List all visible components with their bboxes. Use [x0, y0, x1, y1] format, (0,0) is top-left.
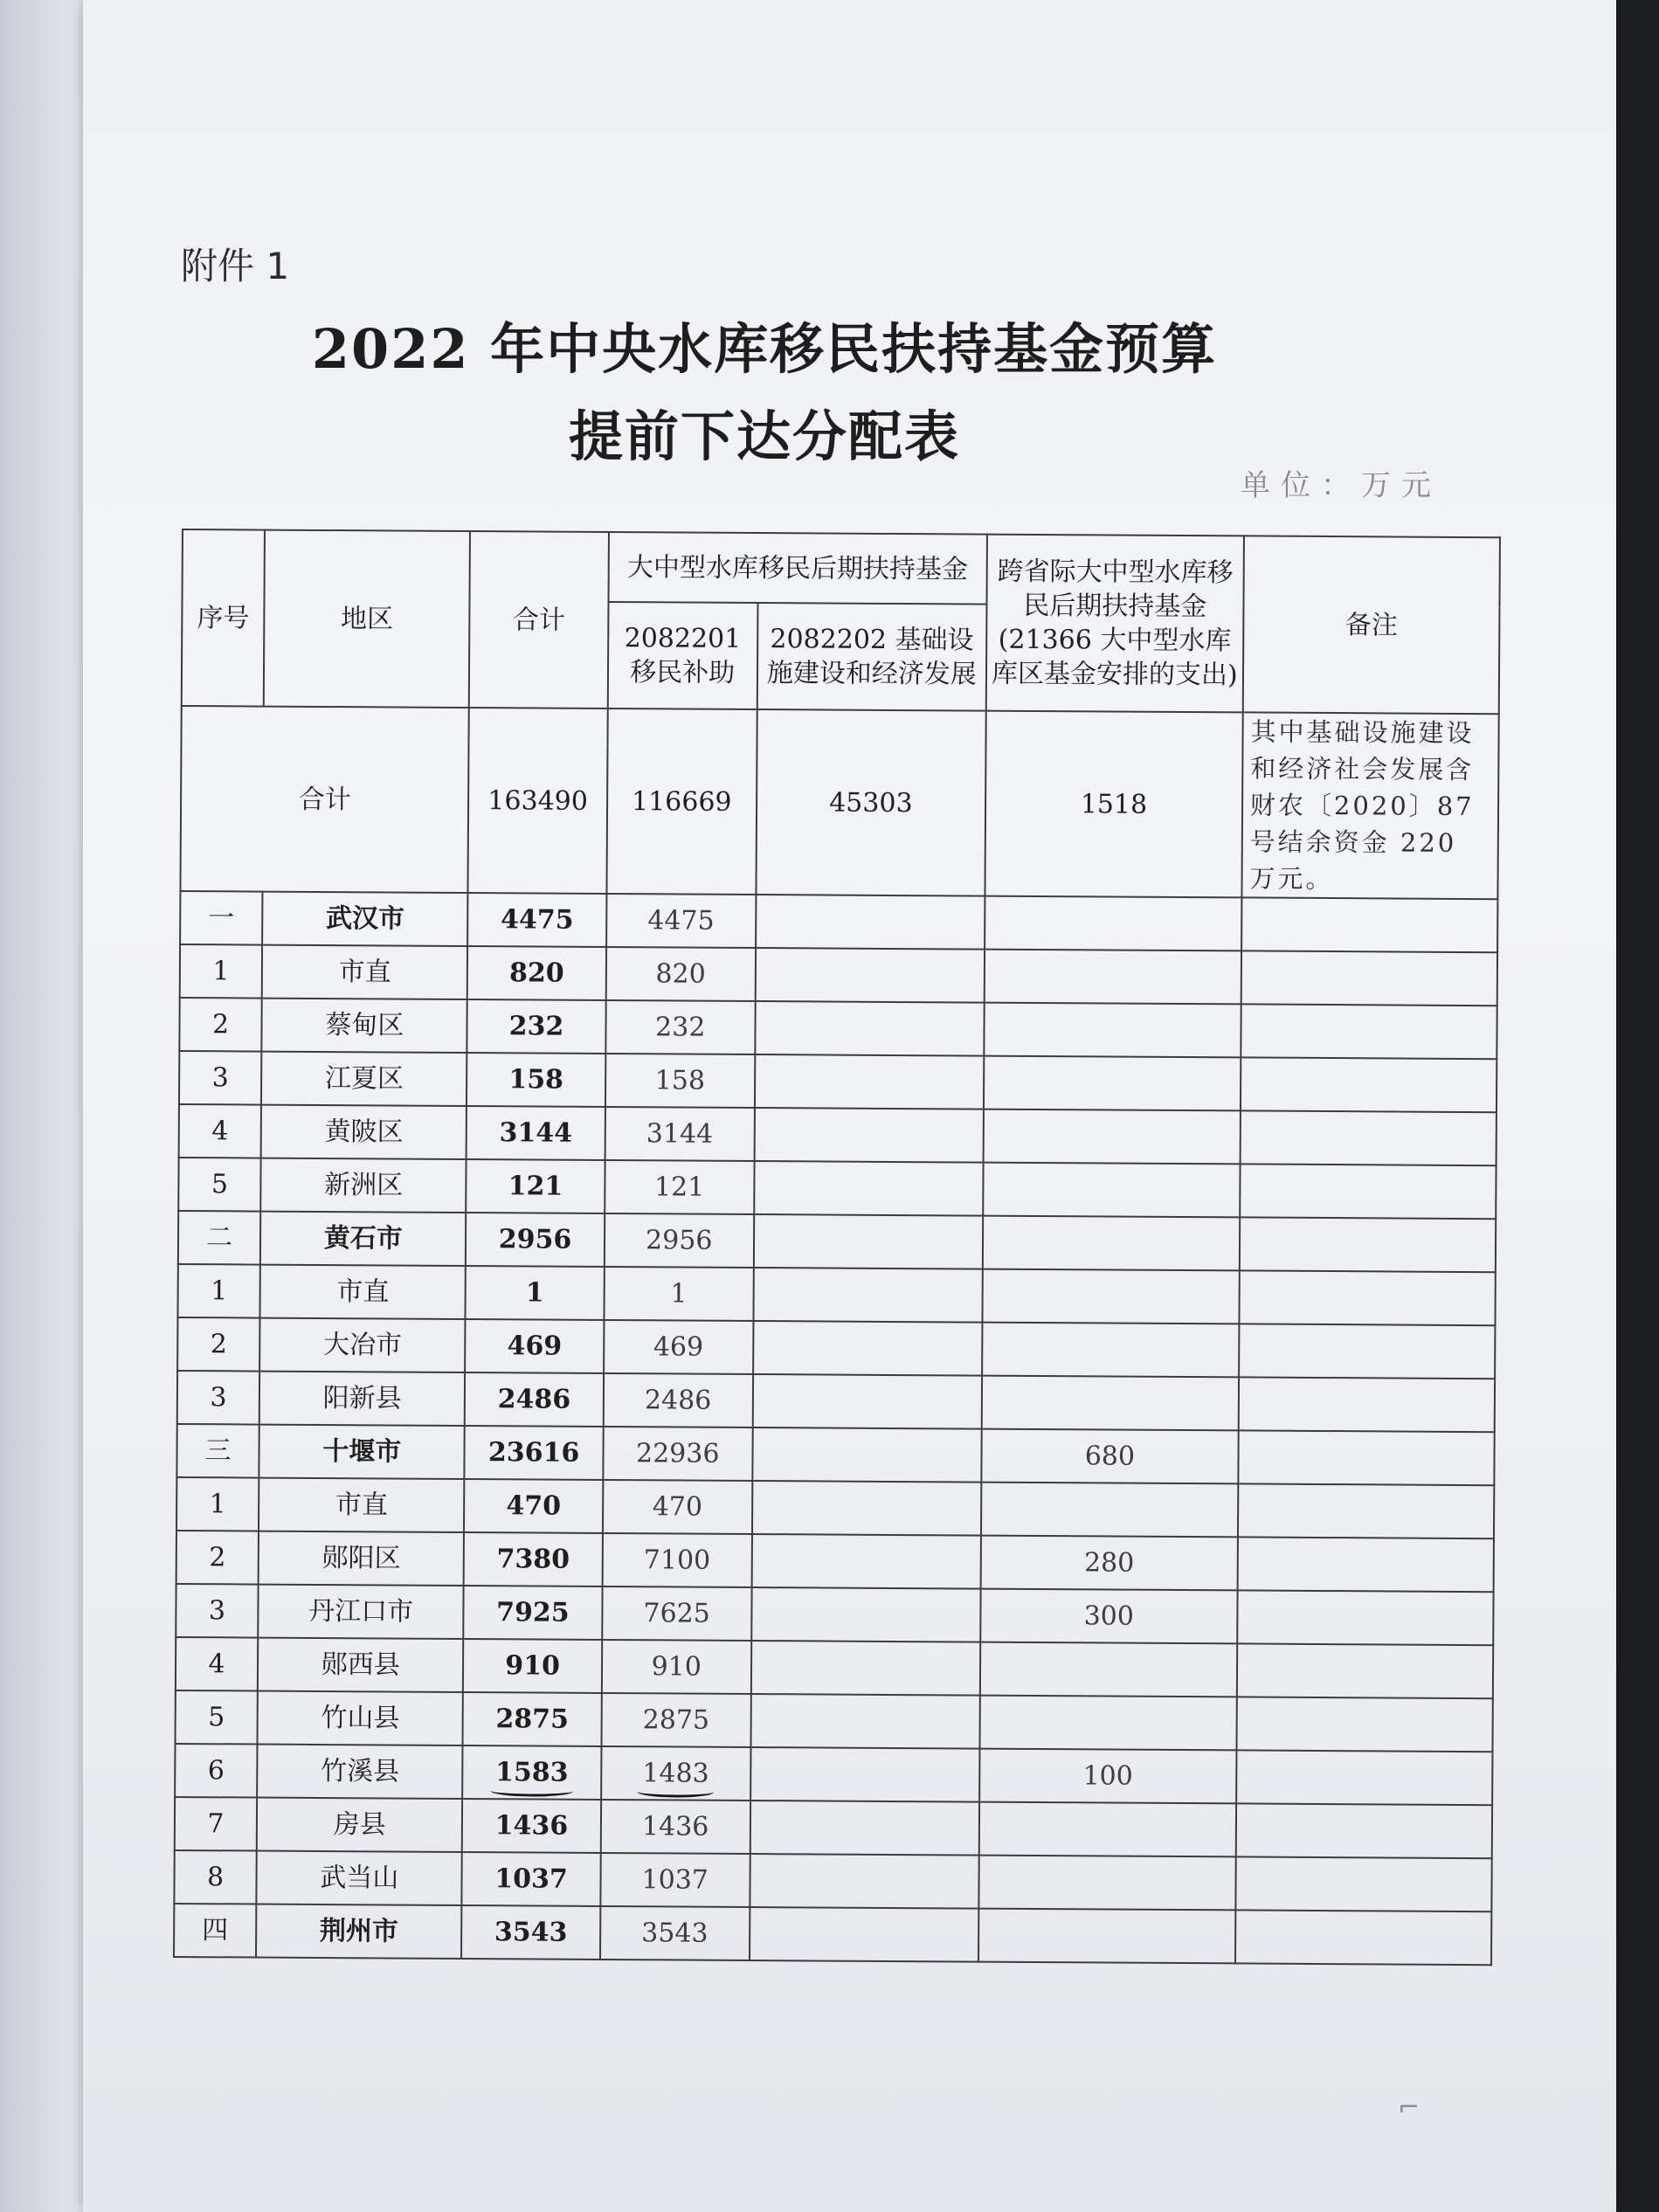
unit-label: 单位：万元	[1241, 468, 1441, 503]
row-2082201: 2956	[605, 1213, 754, 1268]
header-note: 备注	[1243, 536, 1500, 714]
table-row	[179, 998, 1497, 1059]
row-2082201: 121	[605, 1160, 754, 1214]
table-row	[177, 1264, 1495, 1325]
row-note	[1241, 898, 1497, 953]
row-seq: 5	[178, 1158, 260, 1212]
row-note	[1236, 1697, 1492, 1752]
row-2082201: 22936	[603, 1427, 752, 1481]
row-total: 7925	[464, 1586, 603, 1640]
row-cross	[985, 896, 1241, 951]
row-region: 十堰市	[259, 1425, 465, 1479]
row-note	[1238, 1431, 1494, 1486]
row-note	[1239, 1324, 1495, 1379]
row-seq: 2	[177, 1317, 259, 1372]
row-2082201: 7625	[602, 1586, 751, 1641]
handwritten-underline: 1483	[642, 1758, 709, 1789]
row-seq: 3	[177, 1371, 259, 1425]
table-row	[176, 1531, 1494, 1592]
total-row	[180, 706, 1498, 899]
row-2082201: 470	[603, 1480, 752, 1534]
row-total: 7380	[464, 1532, 603, 1586]
row-cross	[978, 1856, 1235, 1911]
header-seq: 序号	[182, 529, 265, 707]
row-region: 竹溪县	[257, 1745, 463, 1799]
row-cross	[983, 1109, 1240, 1165]
row-2082202	[752, 1481, 981, 1536]
row-2082202	[750, 1747, 979, 1802]
row-total: 158	[467, 1053, 605, 1107]
row-total: 2875	[463, 1692, 602, 1746]
row-2082201: 158	[605, 1054, 755, 1108]
row-total: 2956	[466, 1213, 605, 1267]
row-2082201: 1037	[600, 1853, 750, 1907]
row-2082201: 910	[602, 1640, 751, 1694]
row-seq: 二	[178, 1211, 260, 1265]
total-row-cross: 1518	[985, 711, 1242, 898]
row-cross	[984, 950, 1241, 1005]
row-total: 469	[465, 1319, 604, 1373]
table-row	[174, 1850, 1491, 1911]
row-cross: 300	[980, 1589, 1237, 1644]
row-cross	[982, 1269, 1239, 1324]
row-region: 武当山	[256, 1851, 462, 1905]
row-seq: 4	[176, 1637, 258, 1691]
row-region: 市直	[259, 1478, 465, 1532]
row-2082202	[755, 1054, 984, 1109]
row-region: 大冶市	[259, 1318, 466, 1372]
row-note	[1235, 1857, 1491, 1912]
header-2082201: 2082201 移民补助	[607, 602, 757, 709]
row-cross: 100	[979, 1749, 1236, 1804]
row-region: 房县	[257, 1798, 463, 1852]
row-region: 竹山县	[258, 1691, 464, 1745]
row-seq: 3	[179, 1051, 261, 1105]
row-note	[1239, 1378, 1495, 1433]
row-2082201: 3543	[600, 1906, 750, 1960]
row-total: 3144	[467, 1106, 605, 1160]
row-note	[1240, 1111, 1496, 1166]
document-page	[83, 0, 1616, 2212]
row-total: 23616	[465, 1426, 604, 1480]
row-seq: 1	[180, 944, 262, 999]
underlying-page-edge	[0, 0, 79, 2212]
row-seq: 1	[177, 1264, 259, 1318]
table-row	[178, 1211, 1496, 1272]
row-2082201: 4475	[606, 894, 756, 948]
document-title-line2: 提前下达分配表	[568, 404, 960, 468]
row-2082202	[750, 1801, 979, 1856]
allocation-table	[173, 529, 1501, 1966]
table-row	[179, 1104, 1497, 1165]
attachment-label: 附件 1	[181, 245, 290, 287]
row-region: 市直	[262, 945, 468, 999]
row-total	[463, 1745, 602, 1800]
row-note	[1237, 1591, 1493, 1646]
row-region: 郧阳区	[259, 1531, 465, 1586]
row-note	[1240, 1218, 1496, 1273]
row-note	[1239, 1271, 1495, 1326]
document-title-line1: 2022 年中央水库移民扶持基金预算	[311, 317, 1218, 381]
row-2082202	[751, 1641, 980, 1696]
table-row	[179, 1051, 1497, 1112]
table-row	[175, 1744, 1492, 1805]
row-2082202	[750, 1907, 978, 1962]
row-total: 121	[467, 1159, 605, 1213]
table-row	[176, 1690, 1493, 1752]
row-note	[1238, 1538, 1494, 1593]
row-note	[1238, 1484, 1494, 1539]
row-cross: 280	[980, 1536, 1237, 1591]
row-total: 4475	[467, 893, 606, 947]
table-row	[175, 1797, 1492, 1858]
row-total: 470	[464, 1479, 603, 1533]
total-row-total: 163490	[468, 708, 608, 894]
total-row-2082202: 45303	[756, 709, 985, 896]
row-2082202	[750, 1854, 978, 1909]
table-row	[177, 1317, 1495, 1379]
row-2082202	[756, 895, 985, 950]
row-note	[1240, 1165, 1496, 1220]
row-region: 市直	[260, 1265, 467, 1319]
row-seq: 四	[174, 1904, 256, 1958]
row-region: 新洲区	[260, 1158, 467, 1213]
row-2082201: 1436	[600, 1800, 750, 1854]
header-cross-province-fund: 跨省际大中型水库移民后期扶持基金(21366 大中型水库库区基金安排的支出)	[986, 535, 1244, 713]
row-2082202	[753, 1374, 982, 1429]
row-2082201	[601, 1746, 750, 1801]
row-cross	[981, 1483, 1238, 1538]
header-total: 合计	[469, 531, 609, 709]
handwritten-underline: 1583	[494, 1757, 569, 1788]
row-region: 阳新县	[259, 1372, 466, 1426]
row-seq: 1	[176, 1477, 259, 1531]
table-row	[178, 1158, 1496, 1219]
row-total: 2486	[465, 1372, 604, 1427]
row-region: 黄陂区	[261, 1105, 467, 1159]
row-total: 3543	[461, 1905, 600, 1960]
table-row	[176, 1477, 1494, 1538]
row-cross	[983, 1163, 1240, 1218]
row-region: 蔡甸区	[261, 999, 467, 1053]
table-row	[176, 1637, 1493, 1698]
row-seq: 3	[176, 1584, 258, 1638]
row-2082202	[754, 1214, 983, 1269]
total-row-2082201: 116669	[606, 709, 757, 895]
row-seq: 6	[175, 1744, 257, 1798]
row-total: 910	[463, 1639, 602, 1693]
row-note	[1237, 1644, 1493, 1699]
row-2082202	[755, 1001, 984, 1056]
row-seq: 7	[175, 1797, 257, 1851]
header-region: 地区	[264, 530, 471, 708]
row-2082202	[753, 1321, 982, 1376]
row-seq: 2	[179, 998, 261, 1052]
row-note	[1241, 1058, 1497, 1113]
row-cross	[978, 1909, 1235, 1964]
row-2082201: 232	[605, 1000, 755, 1054]
row-seq: 8	[174, 1850, 256, 1904]
row-note	[1241, 951, 1497, 1006]
header-2082202: 2082202 基础设施建设和经济发展	[757, 603, 987, 711]
row-2082201: 1	[604, 1267, 753, 1321]
row-note	[1241, 1005, 1497, 1060]
row-cross	[979, 1802, 1236, 1857]
row-note	[1236, 1804, 1492, 1859]
row-2082202	[751, 1534, 980, 1589]
row-total: 1037	[462, 1852, 601, 1906]
row-2082202	[755, 948, 984, 1003]
total-row-label: 合计	[180, 706, 469, 893]
row-total: 820	[467, 946, 606, 1000]
row-region: 武汉市	[262, 892, 468, 946]
row-2082202	[754, 1161, 983, 1216]
total-row-note: 其中基础设施建设和经济社会发展含财农〔2020〕87 号结余资金 220 万元。	[1241, 712, 1498, 899]
table-row	[176, 1424, 1494, 1485]
table-row	[180, 944, 1497, 1006]
row-note	[1235, 1911, 1491, 1966]
row-cross	[983, 1216, 1240, 1271]
table-row	[176, 1584, 1493, 1645]
row-cross	[980, 1642, 1237, 1697]
row-2082201: 2875	[601, 1693, 750, 1747]
row-seq: 4	[179, 1104, 261, 1158]
row-cross	[982, 1323, 1239, 1378]
row-2082202	[751, 1587, 980, 1642]
table-row	[177, 1371, 1495, 1432]
row-seq: 5	[176, 1690, 258, 1745]
row-total: 232	[467, 999, 606, 1054]
row-region: 江夏区	[261, 1052, 467, 1106]
row-total: 1436	[462, 1799, 601, 1853]
row-2082202	[750, 1694, 979, 1749]
row-2082201: 3144	[605, 1107, 754, 1161]
row-seq: 2	[176, 1531, 259, 1585]
row-total: 1	[466, 1266, 605, 1320]
row-cross	[984, 1003, 1241, 1058]
header-large-reservoir-fund: 大中型水库移民后期扶持基金	[608, 532, 987, 605]
table-row	[174, 1904, 1491, 1965]
row-seq: 三	[176, 1424, 259, 1478]
row-cross	[984, 1056, 1241, 1111]
row-cross	[979, 1696, 1236, 1751]
row-cross	[982, 1376, 1239, 1431]
row-2082201: 2486	[603, 1373, 752, 1427]
row-2082202	[752, 1427, 981, 1483]
row-2082201: 469	[604, 1320, 753, 1374]
row-region: 丹江口市	[258, 1585, 464, 1639]
row-2082202	[753, 1268, 982, 1323]
row-region: 黄石市	[260, 1212, 467, 1266]
table-row	[180, 891, 1497, 952]
row-region: 郧西县	[258, 1638, 464, 1692]
row-seq: 一	[180, 891, 262, 945]
row-note	[1236, 1751, 1492, 1806]
row-region: 荆州市	[256, 1904, 462, 1959]
row-2082201: 820	[605, 947, 755, 1001]
row-2082202	[754, 1108, 983, 1163]
row-cross: 680	[981, 1429, 1238, 1484]
page-mark: ⌐	[1398, 2092, 1421, 2123]
row-2082201: 7100	[602, 1533, 751, 1587]
